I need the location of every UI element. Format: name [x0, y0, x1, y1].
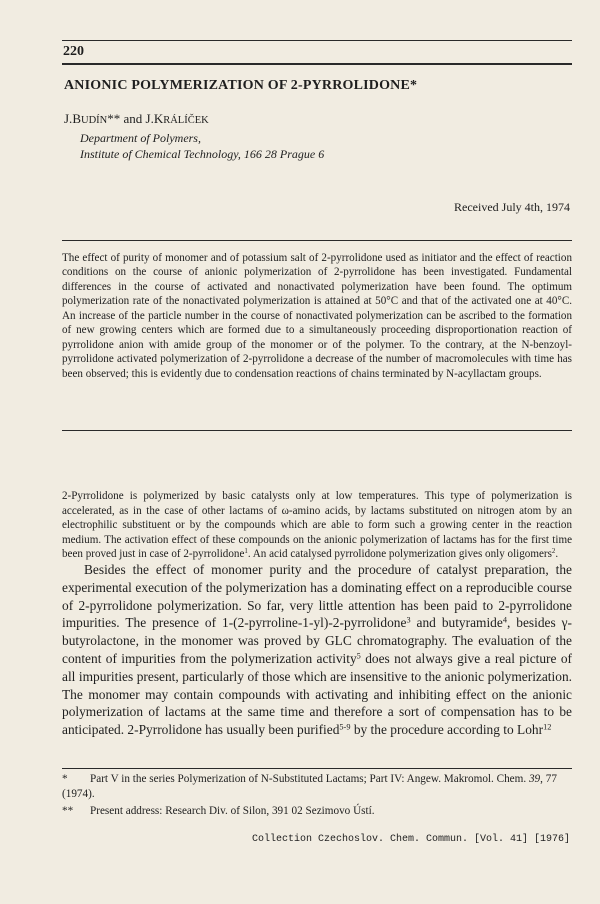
page-number: 220	[63, 44, 84, 59]
footnote-1-text: Part V in the series Polymerization of N-Substituted Lactams; Part IV: Angew. Makromol. Chem.	[90, 773, 529, 785]
footnote-1	[62, 772, 572, 802]
intro-text-a: 2-Pyrrolidone is polymerized by basic catalysts only at low temperatures. This type of polymerization is accelerated, as in the case of other lactams of ω-amino acids, by lactams substituted on nitrogen atom by an electrophilic substituent or by the compounds which are able to form such a growing center in the reaction medium. The activation effect of these compounds on the anionic polymerization of lactams has for the first time been proved just in case of 2-pyrrolidone	[62, 490, 572, 560]
body-text-1: Besides the effect of monomer purity and the procedure of catalyst preparation, the experimental execution of the polymerization has a dominating effect on a reproducible course of 2-pyrrolidone polymerization. So far, very little attention has been paid to 2-pyrrolidone impurities. The presence of 1-(2-pyrroline-1-yl)-2-pyrrolidone	[62, 562, 572, 631]
abstract-bottom-rule	[62, 430, 572, 431]
ref-1: 1	[244, 548, 248, 556]
author-conjunction: and	[123, 111, 143, 126]
body-text-2: and butyramide	[410, 615, 503, 631]
intro-paragraph	[62, 489, 572, 562]
ref-12: 12	[543, 722, 552, 732]
author-1-cap: B	[72, 111, 81, 126]
footnote-2	[62, 804, 572, 819]
author-1-smallcaps: UDÍN	[80, 115, 108, 126]
ref-5: 5	[356, 651, 361, 661]
intro-text-b: . An acid catalysed pyrrolidone polymerization gives only oligomers	[247, 548, 552, 560]
footnote-2-mark: **	[62, 805, 74, 817]
author-2-cap: K	[153, 111, 164, 126]
received-date: Received July 4th, 1974	[454, 200, 570, 214]
footnote-1-mark: *	[62, 773, 68, 785]
ref-2: 2	[551, 548, 556, 556]
intro-text-c: .	[555, 548, 559, 560]
footnote-1-rest: , 77 (1974).	[62, 773, 557, 800]
ref-3: 3	[406, 615, 411, 625]
body-text-5: by the procedure according to Lohr	[350, 722, 544, 738]
affiliation-line-1: Department of Polymers,	[80, 131, 201, 145]
top-rule	[62, 40, 572, 41]
body-text-3: , besides γ-butyrolactone, in the monomer was proved by GLC chromatography. The evaluation of the content of impurities from the polymerization activity	[62, 615, 573, 666]
author-1-mark: **	[107, 111, 121, 126]
author-2-smallcaps: RÁLÍČEK	[163, 115, 209, 126]
paper-title: ANIONIC POLYMERIZATION OF 2-PYRROLIDONE*	[64, 78, 418, 93]
ref-4: 4	[502, 615, 507, 625]
affiliation	[80, 130, 324, 162]
affiliation-line-2: Institute of Chemical Technology, 166 28 Prague 6	[80, 147, 325, 161]
journal-citation: Collection Czechoslov. Chem. Commun. [Vol. 41] [1976]	[251, 834, 570, 845]
author-line	[64, 111, 209, 127]
footnote-1-volume: 39	[528, 773, 541, 785]
author-1-initial: J.	[64, 111, 73, 126]
abstract: The effect of purity of monomer and of potassium salt of 2-pyrrolidone used as initiator and the effect of reaction conditions on the course of anionic polymerization of 2-pyrrolidone has been investigated. Fundamental differences in the course of activated and nonactivated polymerization have been found. The optimum polymerization rate of the nonactivated polymerization is attained at 50°C and that of the activated one at 40°C. An increase of the particle number in the course of nonactivated polymerization can be ascribed to the formation of new growing centers which are formed due to a simultaneously proceeding disproportionation reaction of pyrrolidone anion with amide group of the monomer or of the polymer. To the contrary, at the N-benzoyl-pyrrolidone activated polymerization of 2-pyrrolidone a decrease of the number of macromolecules with time has been observed; this is evidently due to condensation reactions of chains terminated by N-acyllactam groups.	[62, 252, 572, 380]
header-rule	[62, 63, 572, 65]
abstract-top-rule	[62, 240, 572, 241]
author-2-initial: J.	[145, 111, 154, 126]
footnote-rule	[62, 768, 572, 769]
footnote-2-text: Present address: Research Div. of Silon, 391 02 Sezimovo Ústí.	[90, 805, 375, 817]
ref-5-9: 5-9	[339, 722, 351, 732]
body-paragraph	[62, 561, 572, 739]
body-text-4: does not always give a real picture of all impurities present, particularly of those which are insensitive to the anionic polymerization. The monomer may contain compounds with activating and inhibiting effect on the anionic polymerization of lactams at the same time and therefore a sort of compensation has to be anticipated. 2-Pyrrolidone has usually been purified	[62, 650, 572, 738]
